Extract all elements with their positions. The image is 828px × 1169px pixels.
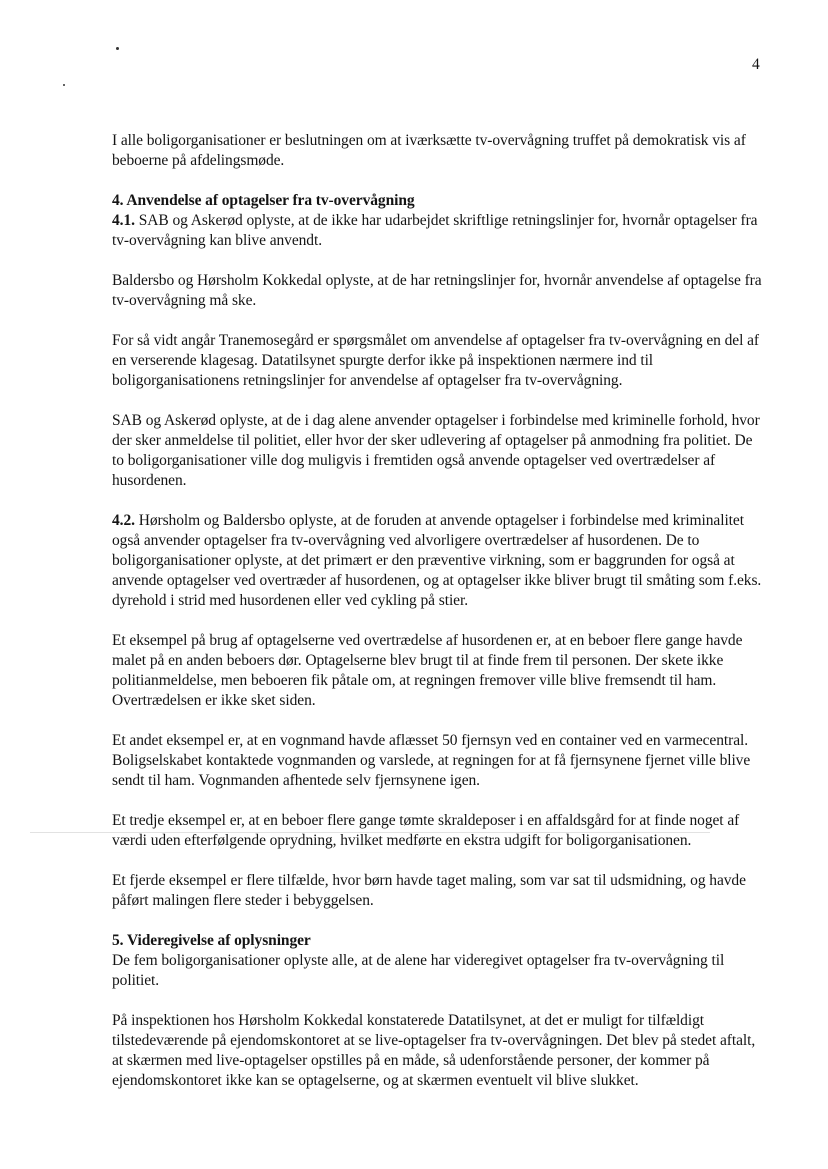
- paragraph-pending-case: For så vidt angår Tranemosegård er spørgsmålet om anvendelse af optagelser fra tv-overvågning en del af en verserende klagesag. Datatilsynet spurgte derfor ikke på inspektionen nærmere ind til boligorganisationens retningslinjer for anvendelse af optagelser fra tv-overvågning.: [112, 332, 760, 389]
- paragraph-text: De fem boligorganisationer oplyste alle, at de alene har videregivet optagelser fra tv-overvågning til politiet.: [112, 952, 725, 989]
- paragraph-decision: I alle boligorganisationer er beslutningen om at iværksætte tv-overvågning truffet på demokratisk vis af beboerne på afdelingsmøde.: [112, 132, 746, 169]
- paragraph-inspection: På inspektionen hos Hørsholm Kokkedal konstaterede Datatilsynet, at det er muligt for tilfældigt tilstedeværende på ejendomskontoret at se live-optagelser fra tv-overvågningen. Det blev på stedet aftalt, at skærmen med live-optagelser opstilles på en måde, så udenforstående personer, der kommer på ejendomskontoret ikke kan se optagelserne, og at skærmen eventuelt vil blive slukket.: [112, 1012, 756, 1089]
- paragraph-criminal-use: SAB og Askerød oplyste, at de i dag alene anvender optagelser i forbindelse med kriminelle forhold, hvor der sker anmeldelse til politiet, eller hvor der sker udlevering af optagelser på anmodning fra politiet. De to boligorganisationer ville dog muligvis i fremtiden også anvende optagelser ved overtrædelser af husordenen.: [112, 412, 760, 489]
- page-number: 4: [752, 56, 760, 73]
- subsection-4-2: [112, 511, 768, 611]
- paragraph-guidelines: Baldersbo og Hørsholm Kokkedal oplyste, at de har retningslinjer for, hvornår anvendelse af optagelse fra tv-overvågning må ske.: [112, 272, 762, 309]
- section-4: [112, 191, 768, 251]
- scan-speck: [116, 47, 119, 50]
- subsection-number: 4.2.: [112, 512, 135, 529]
- paragraph-example-1: Et eksempel på brug af optagelserne ved overtrædelse af husordenen er, at en beboer flere gange havde malet på en anden beboers dør. Optagelserne blev brugt til at finde frem til personen. Der skete ikke politianmeldelse, men beboeren fik påtale om, at regningen fremover ville blive fremsendt til ham. Overtrædelsen er ikke sket siden.: [112, 632, 743, 709]
- paragraph-example-4: Et fjerde eksempel er flere tilfælde, hvor børn havde taget maling, som var sat til udsmidning, og havde påført malingen flere steder i bebyggelsen.: [112, 872, 746, 909]
- paragraph-text: SAB og Askerød oplyste, at de ikke har udarbejdet skriftlige retningslinjer for, hvornår optagelser fra tv-overvågning kan blive anvendt.: [112, 212, 758, 249]
- section-heading: 5. Videregivelse af oplysninger: [112, 932, 311, 949]
- section-heading: 4. Anvendelse af optagelser fra tv-overvågning: [112, 192, 415, 209]
- paragraph-example-2: Et andet eksempel er, at en vognmand havde aflæsset 50 fjernsyn ved en container ved en varmecentral. Boligselskabet kontaktede vognmanden og varslede, at regningen for at få fjernsynene fjernet ville blive sendt til ham. Vognmanden afhentede selv fjernsynene igen.: [112, 732, 751, 789]
- document-body: [112, 131, 768, 1111]
- section-5: [112, 931, 768, 991]
- subsection-number: 4.1.: [112, 212, 135, 229]
- scan-speck: [63, 84, 65, 86]
- paragraph-example-3: Et tredje eksempel er, at en beboer flere gange tømte skraldeposer i en affaldsgård for at finde noget af værdi uden efterfølgende oprydning, hvilket medførte en ekstra udgift for boligorganisationen.: [112, 812, 740, 849]
- paragraph-text: Hørsholm og Baldersbo oplyste, at de foruden at anvende optagelser i forbindelse med kriminalitet også anvender optagelser fra tv-overvågning ved alvorligere overtrædelser af husordenen. De to boligorganisationer oplyste, at det primært er den præventive virkning, som er baggrunden for også at anvende optagelser ved overtræder af husordenen, og at optagelser ikke bliver brugt til småting som f.eks. dyrehold i strid med husordenen eller ved cykling på stier.: [112, 512, 762, 609]
